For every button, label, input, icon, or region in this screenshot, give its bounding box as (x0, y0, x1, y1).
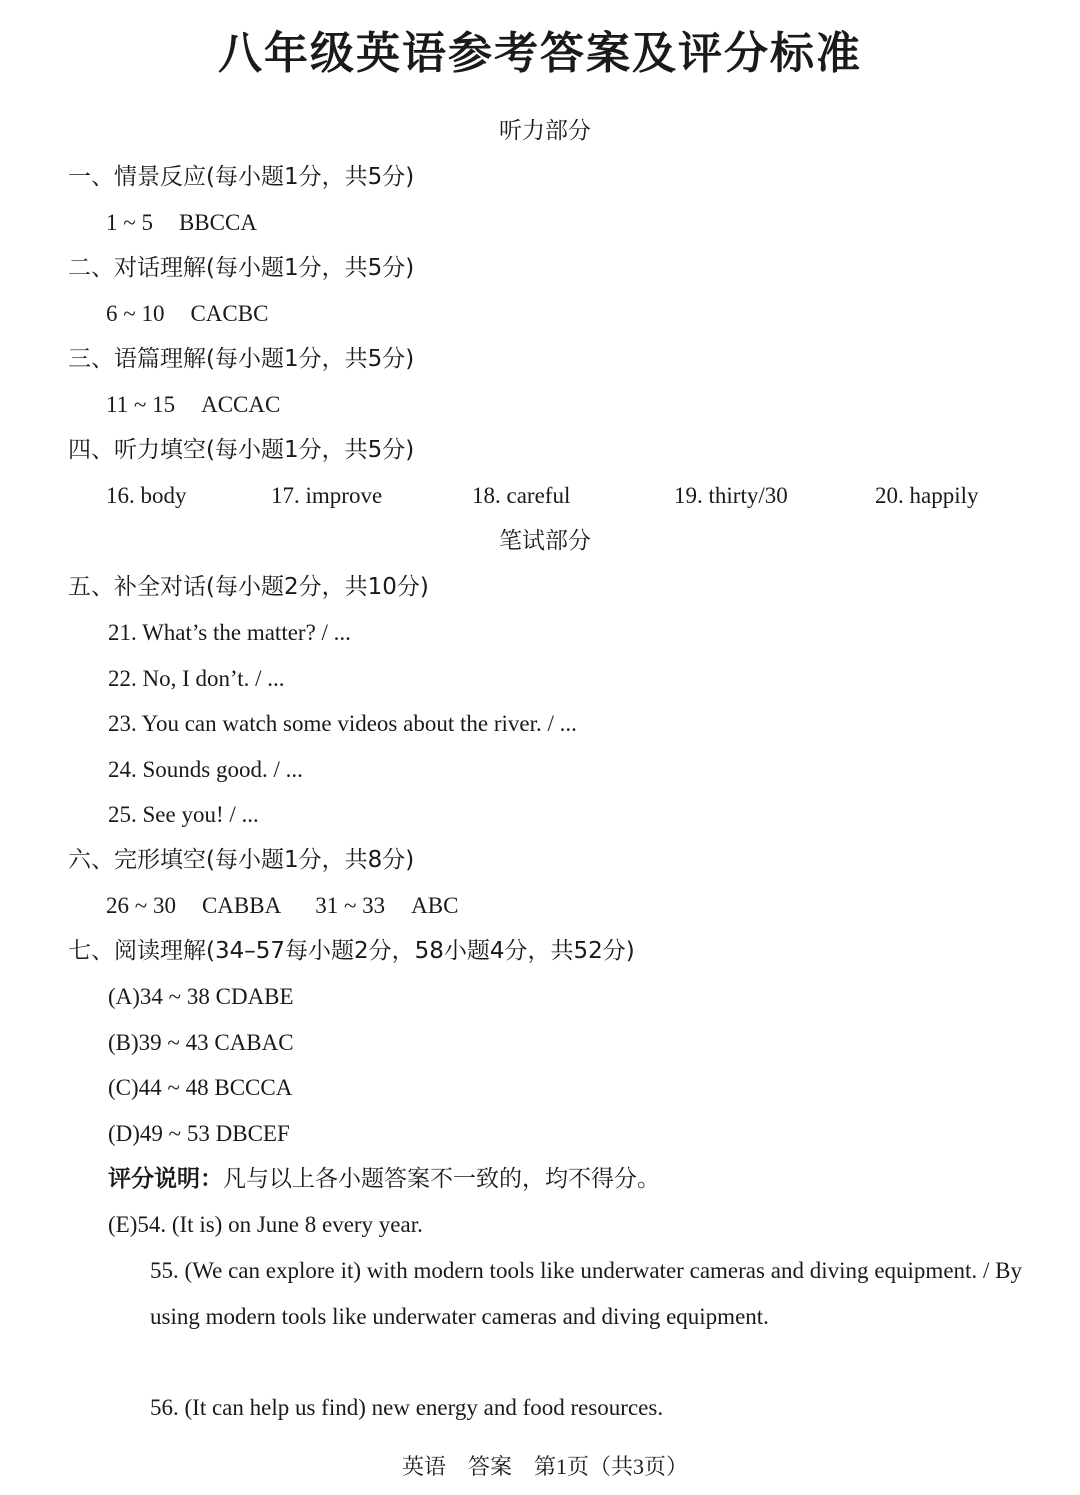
section-6-answers (106, 890, 458, 922)
scoring-note-text: 凡与以上各小题答案不一致的，均不得分。 (223, 1166, 660, 1192)
section-2-heading: 二、对话理解(每小题1分，共5分) (68, 255, 415, 281)
section-4-heading: 四、听力填空(每小题1分，共5分) (68, 437, 415, 463)
fill-blank-item: 17. improve (271, 483, 383, 508)
reading-answer: (D)49 ~ 53 DBCEF (108, 1121, 290, 1146)
section-3-answers (106, 389, 280, 421)
answer-key: ACCAC (201, 392, 281, 417)
reading-answer-54: (E)54. (It is) on June 8 every year. (108, 1212, 423, 1237)
fill-blank-item: 20. happily (875, 483, 979, 508)
answer-key: ABC (411, 893, 459, 918)
dialogue-answer: 22. No, I don’t. / ... (108, 666, 285, 691)
fill-blank-item: 16. body (106, 483, 187, 508)
dialogue-answer: 23. You can watch some videos about the river. / ... (108, 711, 577, 736)
reading-answer: (A)34 ~ 38 CDABE (108, 984, 294, 1009)
reading-answer-56: 56. (It can help us find) new energy and food resources. (150, 1395, 664, 1420)
answer-key: CABBA (201, 893, 282, 918)
section-3-heading: 三、语篇理解(每小题1分，共5分) (68, 346, 415, 372)
section-6-heading: 六、完形填空(每小题1分，共8分) (68, 847, 415, 873)
reading-answer-55: 55. (We can explore it) with modern tools like underwater cameras and diving equipment. / By using modern tools like underwater cameras and diving equipment. (150, 1258, 1022, 1329)
answer-range: 11 ~ 15 (106, 392, 176, 417)
section-7-heading: 七、阅读理解(34–57每小题2分，58小题4分，共52分) (68, 938, 635, 964)
page-footer: 英语 答案 第1页（共3页） (401, 1454, 688, 1479)
writing-part-heading: 笔试部分 (499, 528, 591, 554)
section-1-heading: 一、情景反应(每小题1分，共5分) (68, 164, 415, 190)
fill-blank-item: 19. thirty/30 (674, 483, 788, 508)
answer-key: BBCCA (178, 210, 257, 235)
page-title: 八年级英语参考答案及评分标准 (218, 28, 862, 79)
answer-range: 26 ~ 30 (106, 893, 176, 918)
scoring-note (108, 1163, 660, 1195)
section-2-answers (106, 298, 268, 330)
answer-key: CACBC (190, 301, 269, 326)
fill-blank-item: 18. careful (472, 483, 571, 508)
answer-range: 31 ~ 33 (315, 893, 386, 918)
reading-answer: (B)39 ~ 43 CABAC (108, 1030, 294, 1055)
scoring-note-label: 评分说明： (108, 1166, 223, 1192)
dialogue-answer: 24. Sounds good. / ... (108, 757, 303, 782)
answer-range: 6 ~ 10 (106, 301, 165, 326)
listening-part-heading: 听力部分 (499, 118, 591, 144)
answer-range: 1 ~ 5 (106, 210, 153, 235)
section-5-heading: 五、补全对话(每小题2分，共10分) (68, 574, 429, 600)
dialogue-answer: 21. What’s the matter? / ... (108, 620, 351, 645)
dialogue-answer: 25. See you! / ... (108, 802, 259, 827)
section-1-answers (106, 207, 257, 239)
reading-answer: (C)44 ~ 48 BCCCA (108, 1075, 293, 1100)
